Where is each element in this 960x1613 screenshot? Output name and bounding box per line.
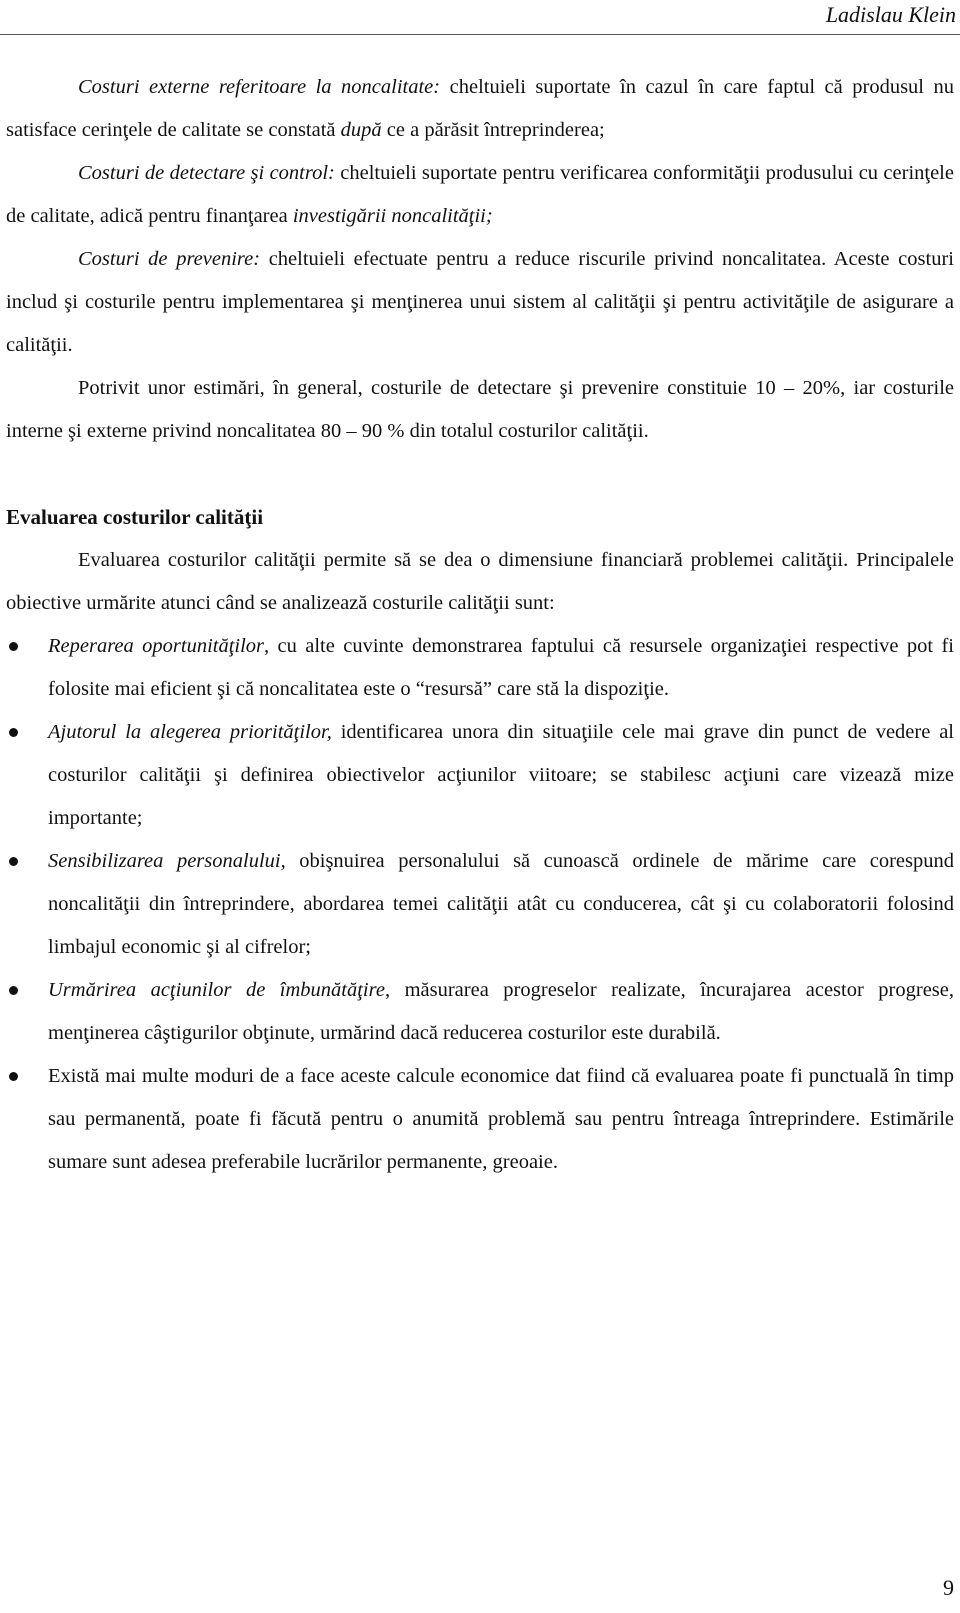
paragraph-detection-costs: Costuri de detectare şi control: cheltuieli suportate pentru verificarea conformităţii produsului cu cerinţele de calitate, adică pentru finanţarea investigării noncalităţii; bbox=[6, 162, 954, 227]
bullet-icon bbox=[9, 986, 18, 995]
section-heading: Evaluarea costurilor calităţii bbox=[6, 505, 264, 529]
list-item: Ajutorul la alegerea priorităţilor, identificarea unora din situaţiile cele mai grave din punct de vedere al costurilor calităţii şi definirea obiectivelor acţiunilor viitoare; se stabilesc acţiuni care vizează mize importante; bbox=[6, 711, 954, 840]
objectives-list bbox=[6, 625, 954, 1184]
list-item: Urmărirea acţiunilor de îmbunătăţire, măsurarea progreselor realizate, încurajarea acestor progrese, menţinerea câştigurilor obţinute, urmărind dacă reducerea costurilor este durabilă. bbox=[6, 969, 954, 1055]
bullet-icon bbox=[9, 1072, 18, 1081]
running-header bbox=[0, 0, 960, 35]
list-item: Sensibilizarea personalului, obişnuirea personalului să cunoască ordinele de mărime care corespund noncalităţii din întreprindere, abordarea temei calităţii atât cu conducerea, cât şi cu colaboratorii folosind limbajul economic şi al cifrelor; bbox=[6, 840, 954, 969]
section-intro: Evaluarea costurilor calităţii permite să se dea o dimensiune financiară problemei calităţii. Principalele obiective urmărite atunci când se analizează costurile calităţii sunt: bbox=[6, 549, 954, 614]
list-item: Reperarea oportunităţilor, cu alte cuvinte demonstrarea faptului că resursele organizaţiei respective pot fi folosite mai eficient şi că noncalitatea este o “resursă” care stă la dispoziţie. bbox=[6, 625, 954, 711]
paragraph-prevention-costs: Costuri de prevenire: cheltuieli efectuate pentru a reduce riscurile privind noncalitatea. Aceste costuri includ şi costurile pentru implementarea şi menţinerea unui sistem al calităţii şi pentru activităţile de asigurare a calităţii. bbox=[6, 248, 954, 356]
paragraph-estimates: Potrivit unor estimări, în general, costurile de detectare şi prevenire constituie 10 – 20%, iar costurile interne şi externe privind noncalitatea 80 – 90 % din totalul costurilor calităţii. bbox=[6, 377, 954, 442]
paragraph-external-costs: Costuri externe referitoare la noncalitate: cheltuieli suportate în cazul în care faptul că produsul nu satisface cerinţele de calitate se constată după ce a părăsit întreprinderea; bbox=[6, 76, 954, 141]
bullet-icon bbox=[9, 642, 18, 651]
bullet-icon bbox=[9, 728, 18, 737]
body-text bbox=[6, 66, 954, 1184]
bullet-icon bbox=[9, 857, 18, 866]
header-author: Ladislau Klein bbox=[825, 2, 956, 27]
section-spacer bbox=[6, 453, 954, 496]
page-number: 9 bbox=[943, 1575, 954, 1600]
list-item: Există mai multe moduri de a face aceste calcule economice dat fiind că evaluarea poate fi punctuală în timp sau permanentă, poate fi făcută pentru o anumită problemă sau pentru întreaga întreprindere. Estimările sumare sunt adesea preferabile lucrărilor permanente, greoaie. bbox=[6, 1055, 954, 1184]
